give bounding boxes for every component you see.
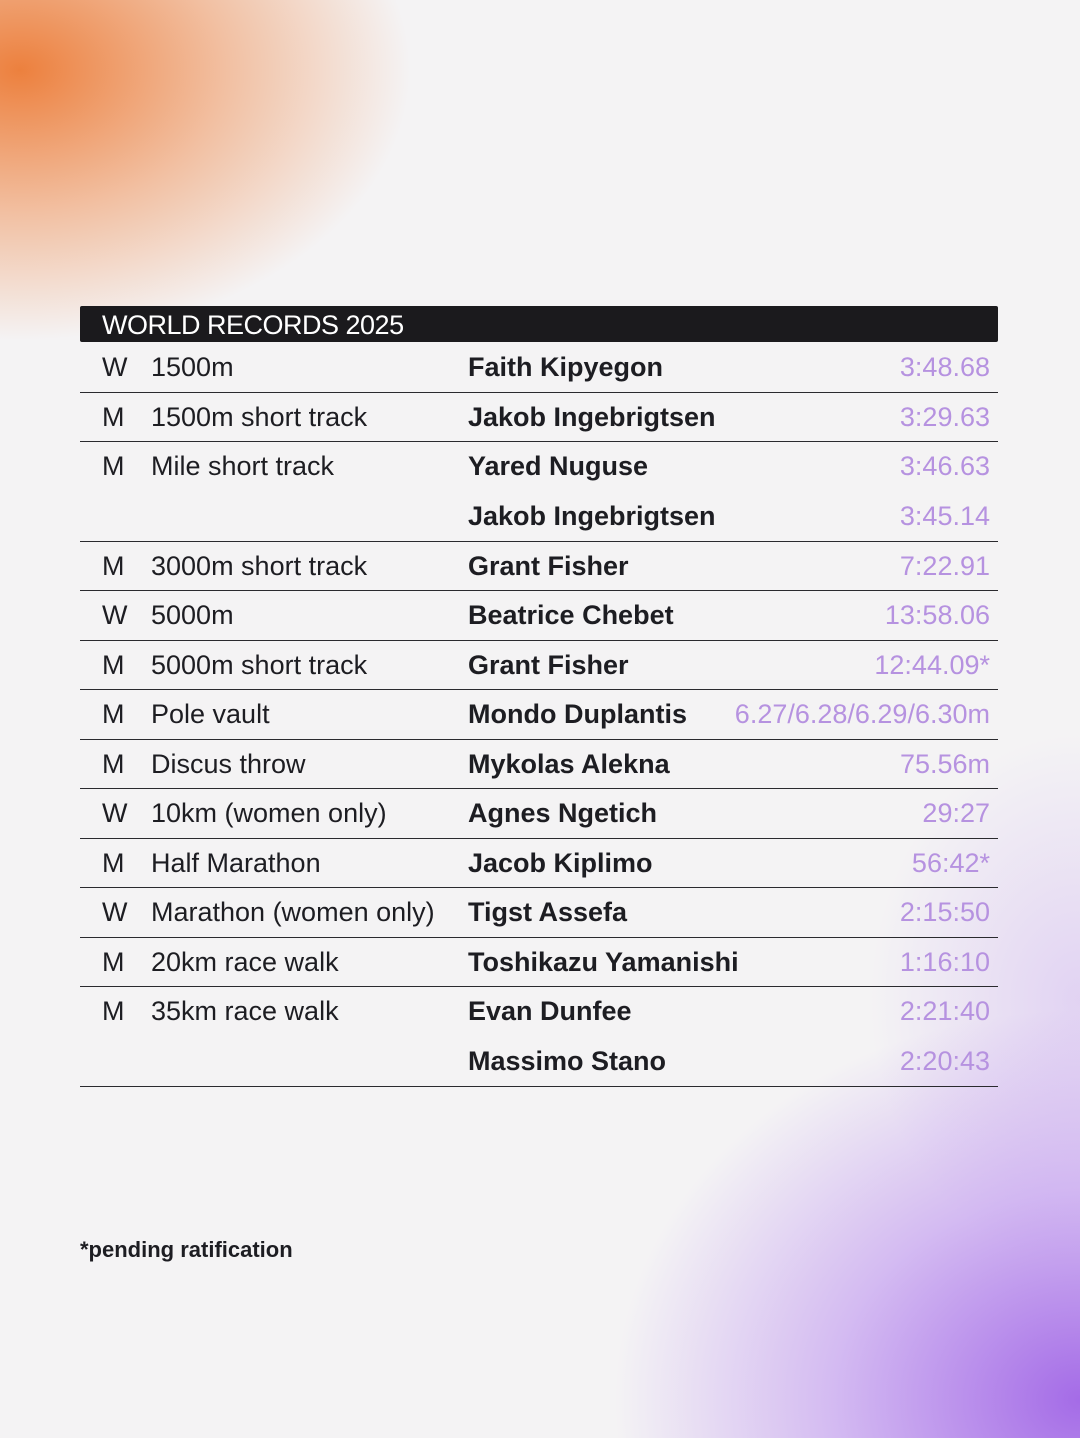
table-row (80, 938, 998, 988)
event-cell: Marathon (women only) (151, 897, 435, 927)
gender-cell: W (102, 352, 128, 382)
event-cell: 1500m (151, 352, 234, 382)
event-cell: 35km race walk (151, 996, 339, 1026)
event-cell: 3000m short track (151, 550, 368, 581)
athlete-cell: Beatrice Chebet (468, 600, 674, 630)
table-row (80, 591, 998, 641)
event-cell: Half Marathon (151, 847, 321, 878)
event-cell: Mile short track (151, 451, 335, 481)
table-row (80, 442, 998, 492)
table-row (80, 492, 998, 542)
table-row (80, 888, 998, 938)
table-row (80, 542, 998, 592)
record-cell: 75.56m (899, 748, 990, 779)
table-row (80, 839, 998, 889)
record-cell: 3:29.63 (899, 401, 990, 432)
athlete-cell: Mondo Duplantis (468, 699, 687, 729)
athlete-cell: Mykolas Alekna (468, 748, 670, 779)
gender-cell: M (102, 649, 125, 680)
table-row (80, 789, 998, 839)
athlete-cell: Evan Dunfee (468, 996, 632, 1026)
athlete-cell: Grant Fisher (468, 550, 629, 581)
table-row (80, 1037, 998, 1087)
event-cell: 20km race walk (151, 946, 339, 977)
record-cell: 2:21:40 (899, 996, 990, 1026)
table-row (80, 343, 998, 393)
athlete-cell: Yared Nuguse (468, 451, 649, 481)
record-cell: 7:22.91 (899, 550, 990, 581)
gender-cell: M (102, 748, 125, 779)
record-cell: 13:58.06 (884, 600, 990, 630)
record-cell: 3:46.63 (899, 451, 990, 481)
athlete-cell: Massimo Stano (468, 1046, 667, 1076)
athlete-cell: Jakob Ingebrigtsen (468, 501, 716, 531)
gender-cell: M (102, 699, 125, 729)
event-cell: Pole vault (151, 699, 270, 729)
record-cell: 2:15:50 (899, 897, 990, 927)
event-cell: 5000m short track (151, 649, 368, 680)
gender-cell: M (102, 451, 125, 481)
record-cell: 6.27/6.28/6.29/6.30m (734, 699, 990, 729)
event-cell: Discus throw (151, 748, 306, 779)
athlete-cell: Tigst Assefa (468, 897, 628, 927)
athlete-cell: Faith Kipyegon (468, 352, 663, 382)
record-cell: 3:48.68 (899, 352, 990, 382)
records-table (80, 343, 998, 1087)
table-header-bar (80, 306, 998, 342)
athlete-cell: Grant Fisher (468, 649, 629, 680)
record-cell: 12:44.09* (874, 649, 990, 680)
footnote: *pending ratification (80, 1237, 293, 1262)
table-row (80, 740, 998, 790)
record-cell: 1:16:10 (899, 946, 990, 977)
athlete-cell: Jacob Kiplimo (468, 847, 653, 878)
page-title: WORLD RECORDS 2025 (102, 310, 404, 340)
table-row (80, 393, 998, 443)
record-cell: 3:45.14 (899, 501, 990, 531)
gender-cell: M (102, 996, 125, 1026)
table-row (80, 641, 998, 691)
event-cell: 1500m short track (151, 401, 368, 432)
gender-cell: M (102, 401, 125, 432)
record-cell: 56:42* (911, 847, 990, 878)
athlete-cell: Toshikazu Yamanishi (468, 946, 739, 977)
event-cell: 5000m (151, 600, 234, 630)
gender-cell: W (102, 897, 128, 927)
gender-cell: M (102, 550, 125, 581)
athlete-cell: Agnes Ngetich (468, 798, 658, 828)
gender-cell: W (102, 600, 128, 630)
gender-cell: M (102, 946, 125, 977)
gender-cell: M (102, 847, 125, 878)
record-cell: 29:27 (922, 798, 990, 828)
table-row (80, 987, 998, 1037)
table-row (80, 690, 998, 740)
event-cell: 10km (women only) (151, 798, 387, 828)
gender-cell: W (102, 798, 128, 828)
record-cell: 2:20:43 (899, 1046, 990, 1076)
athlete-cell: Jakob Ingebrigtsen (468, 401, 716, 432)
